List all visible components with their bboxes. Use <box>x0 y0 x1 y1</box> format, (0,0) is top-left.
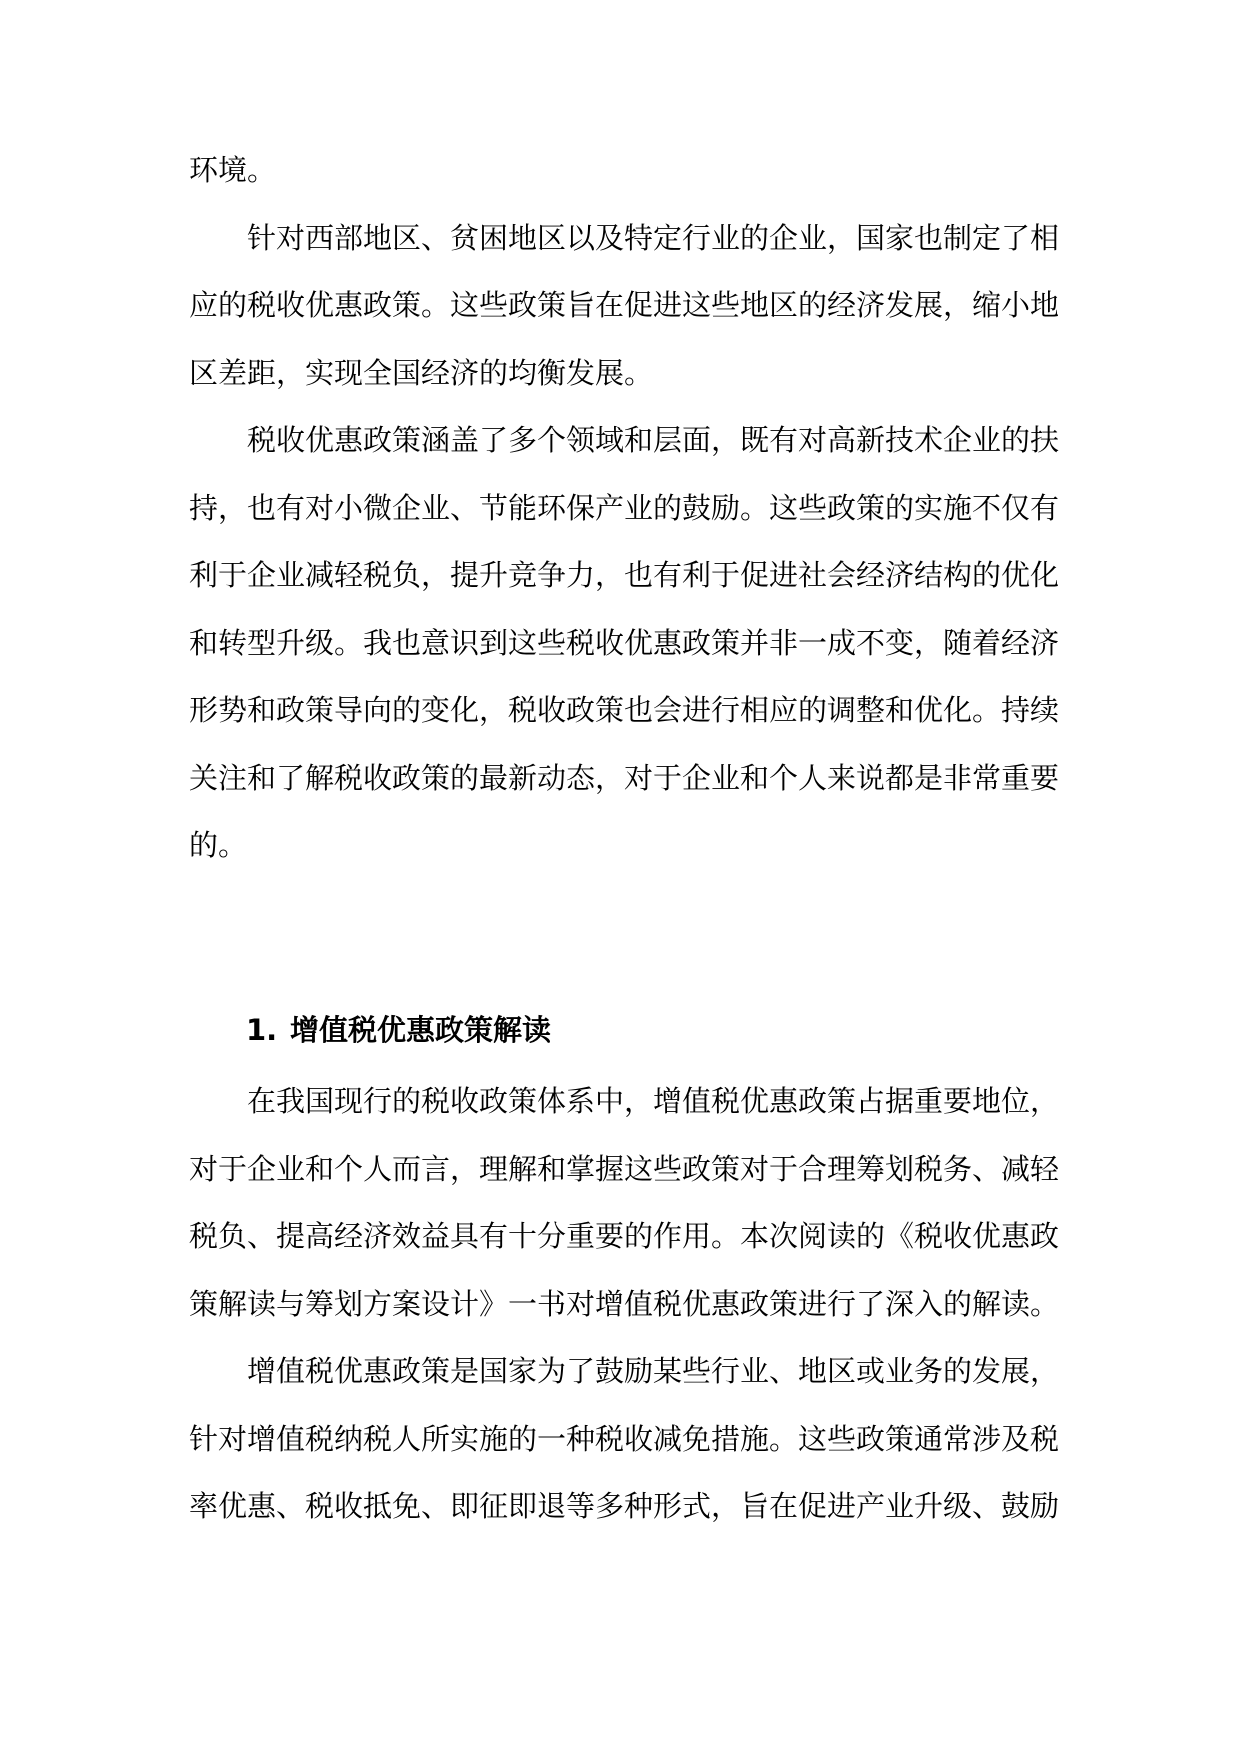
text-block-top <box>189 137 1059 880</box>
section-heading <box>246 1010 551 1050</box>
section-number: 1. <box>246 1013 278 1047</box>
paragraph-vat-definition: 增值税优惠政策是国家为了鼓励某些行业、地区或业务的发展，针对增值税纳税人所实施的一种税收减免措施。这些政策通常涉及税率优惠、税收抵免、即征即退等多种形式，旨在促进产业升级、鼓励 <box>189 1354 1060 1523</box>
paragraph-continuation: 环境。 <box>189 153 277 187</box>
paragraph-policy-coverage: 税收优惠政策涵盖了多个领域和层面，既有对高新技术企业的扶持，也有对小微企业、节能环保产业的鼓励。这些政策的实施不仅有利于企业减轻税负，提升竞争力，也有利于促进社会经济结构的优化和转型升级。我也意识到这些税收优惠政策并非一成不变，随着经济形势和政策导向的变化，税收政策也会进行相应的调整和优化。持续关注和了解税收政策的最新动态，对于企业和个人来说都是非常重要的。 <box>189 423 1060 862</box>
text-block-bottom <box>189 1068 1059 1541</box>
paragraph-western-regions: 针对西部地区、贫困地区以及特定行业的企业，国家也制定了相应的税收优惠政策。这些政策旨在促进这些地区的经济发展，缩小地区差距，实现全国经济的均衡发展。 <box>189 220 1060 390</box>
section-title: 增值税优惠政策解读 <box>290 1013 552 1047</box>
paragraph-vat-importance: 在我国现行的税收政策体系中，增值税优惠政策占据重要地位，对于企业和个人而言，理解和掌握这些政策对于合理筹划税务、减轻税负、提高经济效益具有十分重要的作用。本次阅读的《税收优惠政策解读与筹划方案设计》一书对增值税优惠政策进行了深入的解读。 <box>189 1084 1060 1321</box>
